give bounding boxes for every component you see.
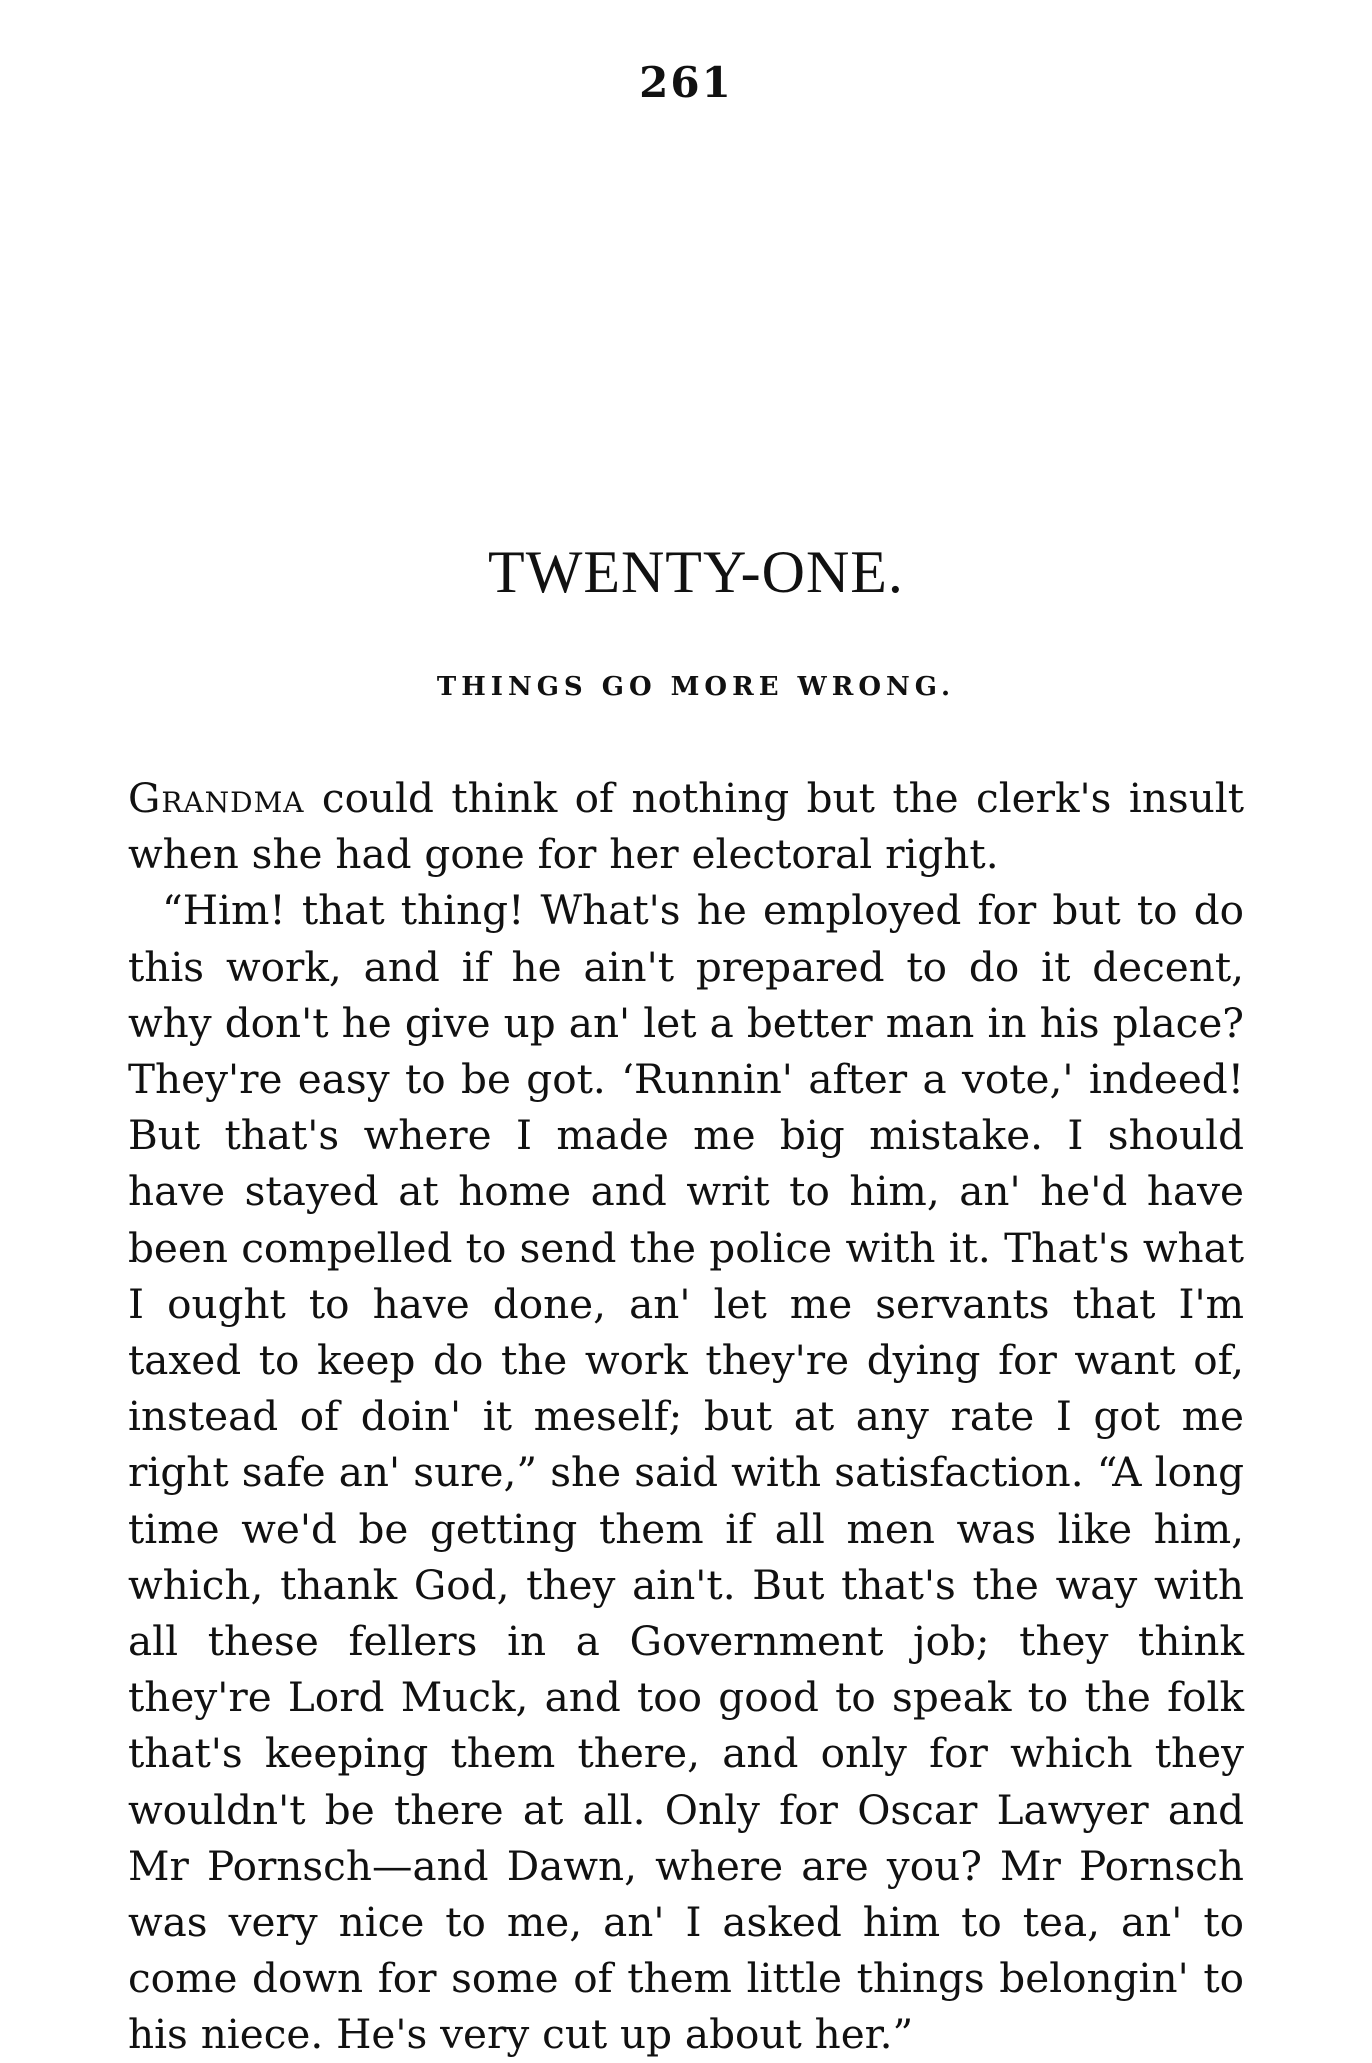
paragraph: “Him! that thing! What's he employed for but to do this work, and if he ain't prepared to do it decent, why don't he give up an' let a better man in his place? They're easy to be got. ‘Runnin' after a vote,' indeed! But that's where I made me big mistake. I should have stayed at home and writ to him, an' he'd have been compelled to send the police with it. That's what I ought to have done, an' let me servants that I'm taxed to keep do the work they're dying for want of, instead of doin' it meself; but at any rate I got me right safe an' sure,” she said with satisfaction. “A long time we'd be getting them if all men was like him, which, thank God, they ain't. But that's the way with all these fellers in a Government job; they think they're Lord Muck, and too good to speak to the folk that's keeping them there, and only for which they wouldn't be there at all. Only for Oscar Lawyer and Mr Pornsch—and Dawn, where are you? Mr Pornsch was very nice to me, an' I asked him to tea, an' to come down for some of them little things belongin' to his niece. He's very cut up about her.”	[128, 886, 1244, 2059]
chapter-subtitle: THINGS GO MORE WRONG.	[436, 672, 956, 702]
paragraph	[128, 770, 1244, 882]
paragraph-lead-word: Grandma	[128, 774, 305, 822]
chapter-body	[128, 770, 1244, 2063]
page-number: 261	[639, 58, 733, 107]
chapter-title: TWENTY-ONE.	[488, 539, 904, 605]
paragraph-text: could think of nothing but the clerk's insult when she had gone for her electoral right.	[128, 774, 1244, 879]
